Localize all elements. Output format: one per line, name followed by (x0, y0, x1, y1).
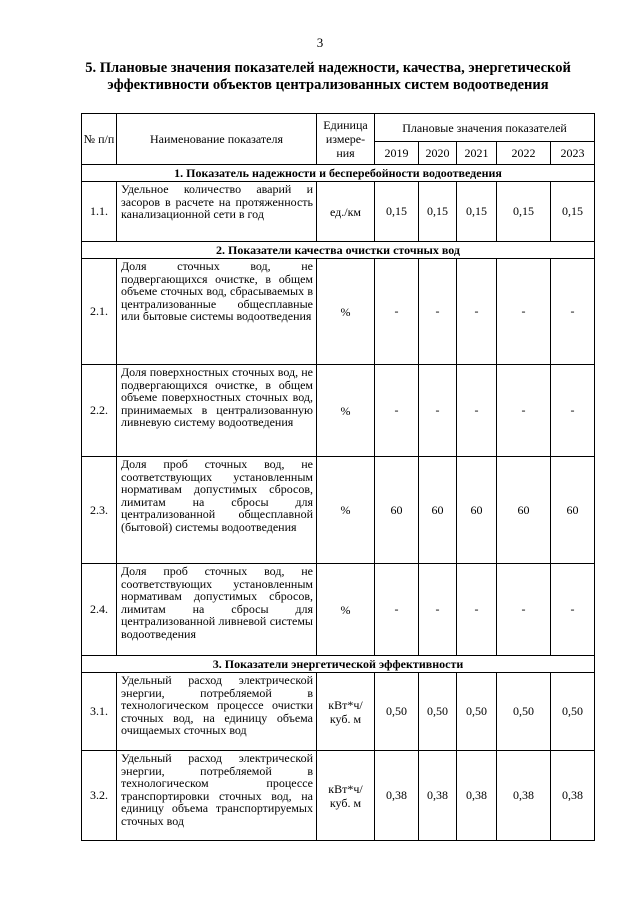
section-header: 2. Показатели качества очистки сточных вод (82, 242, 595, 259)
row-unit: % (317, 457, 375, 564)
row-value: 0,38 (375, 751, 419, 841)
header-num: № п/п (82, 114, 117, 165)
row-value: 60 (551, 457, 595, 564)
header-year: 2020 (419, 142, 457, 165)
row-value: - (375, 564, 419, 656)
row-value: 0,50 (419, 673, 457, 751)
row-name: Удельный расход электрической энергии, потребляемой в технологическом процессе очистки сточных вод, на единицу объема очищаемых сточных вод (117, 673, 317, 751)
table-row (82, 457, 595, 564)
header-year: 2019 (375, 142, 419, 165)
row-value: 60 (419, 457, 457, 564)
header-year: 2023 (551, 142, 595, 165)
row-unit: % (317, 259, 375, 365)
row-unit: кВт*ч/ куб. м (317, 673, 375, 751)
row-value: 0,50 (457, 673, 497, 751)
row-value: 0,15 (457, 182, 497, 242)
row-num: 3.2. (82, 751, 117, 841)
row-num: 3.1. (82, 673, 117, 751)
table-row (82, 182, 595, 242)
row-value: - (419, 564, 457, 656)
row-value: - (551, 564, 595, 656)
row-value: - (457, 564, 497, 656)
row-num: 2.4. (82, 564, 117, 656)
row-value: 0,50 (497, 673, 551, 751)
row-num: 2.2. (82, 365, 117, 457)
row-value: - (375, 365, 419, 457)
table-row (82, 673, 595, 751)
row-value: 0,15 (497, 182, 551, 242)
row-value: 0,38 (497, 751, 551, 841)
row-value: - (457, 365, 497, 457)
row-num: 1.1. (82, 182, 117, 242)
row-num: 2.3. (82, 457, 117, 564)
row-unit: % (317, 365, 375, 457)
row-value: - (419, 365, 457, 457)
row-value: - (497, 365, 551, 457)
row-unit: ед./км (317, 182, 375, 242)
document-title (68, 60, 588, 94)
row-unit: кВт*ч/ куб. м (317, 751, 375, 841)
row-unit: % (317, 564, 375, 656)
section-header: 1. Показатель надежности и бесперебойности водоотведения (82, 165, 595, 182)
title-line-1: 5. Плановые значения показателей надежности, качества, энергетической (85, 60, 571, 76)
page-number: 3 (316, 35, 324, 50)
row-value: 0,50 (551, 673, 595, 751)
row-name: Доля сточных вод, не подвергающихся очистке, в общем объеме сточных вод, сбрасываемых в централизованные общесплавные или бытовые системы водоотведения (117, 259, 317, 365)
table-row (82, 751, 595, 841)
row-value: - (375, 259, 419, 365)
row-value: 0,38 (419, 751, 457, 841)
row-value: 0,15 (419, 182, 457, 242)
header-unit: Единица измере- ния (317, 114, 375, 165)
row-name: Удельный расход электрической энергии, потребляемой в технологическом процессе транспортировки сточных вод, на единицу объема транспортируемых сточных вод (117, 751, 317, 841)
row-name: Доля проб сточных вод, не соответствующих установленным нормативам допустимых сбросов, лимитам на сбросы для централизованной общесплавной (бытовой) системы водоотведения (117, 457, 317, 564)
row-value: 0,50 (375, 673, 419, 751)
row-num: 2.1. (82, 259, 117, 365)
row-value: 0,15 (551, 182, 595, 242)
row-value: - (551, 259, 595, 365)
row-name: Доля проб сточных вод, не соответствующих установленным нормативам допустимых сбросов, лимитам на сбросы для централизованной ливневой системы водоотведения (117, 564, 317, 656)
header-year: 2022 (497, 142, 551, 165)
header-name: Наименование показателя (117, 114, 317, 165)
section-header: 3. Показатели энергетической эффективности (82, 656, 595, 673)
row-value: - (419, 259, 457, 365)
indicators-table (81, 113, 595, 841)
title-line-2: эффективности объектов централизованных систем водоотведения (107, 77, 549, 93)
table-row (82, 259, 595, 365)
header-year: 2021 (457, 142, 497, 165)
row-value: 0,38 (457, 751, 497, 841)
header-planned-values: Плановые значения показателей (375, 114, 595, 142)
table-row (82, 564, 595, 656)
row-value: - (457, 259, 497, 365)
row-value: - (497, 564, 551, 656)
row-value: - (497, 259, 551, 365)
row-value: - (551, 365, 595, 457)
row-value: 0,15 (375, 182, 419, 242)
row-name: Доля поверхностных сточных вод, не подвергающихся очистке, в общем объеме поверхностных сточных вод, принимаемых в централизованную ливневую систему водоотведения (117, 365, 317, 457)
row-value: 0,38 (551, 751, 595, 841)
row-value: 60 (457, 457, 497, 564)
table-row (82, 365, 595, 457)
row-value: 60 (497, 457, 551, 564)
row-name: Удельное количество аварий и засоров в расчете на протяженность канализационной сети в год (117, 182, 317, 242)
row-value: 60 (375, 457, 419, 564)
